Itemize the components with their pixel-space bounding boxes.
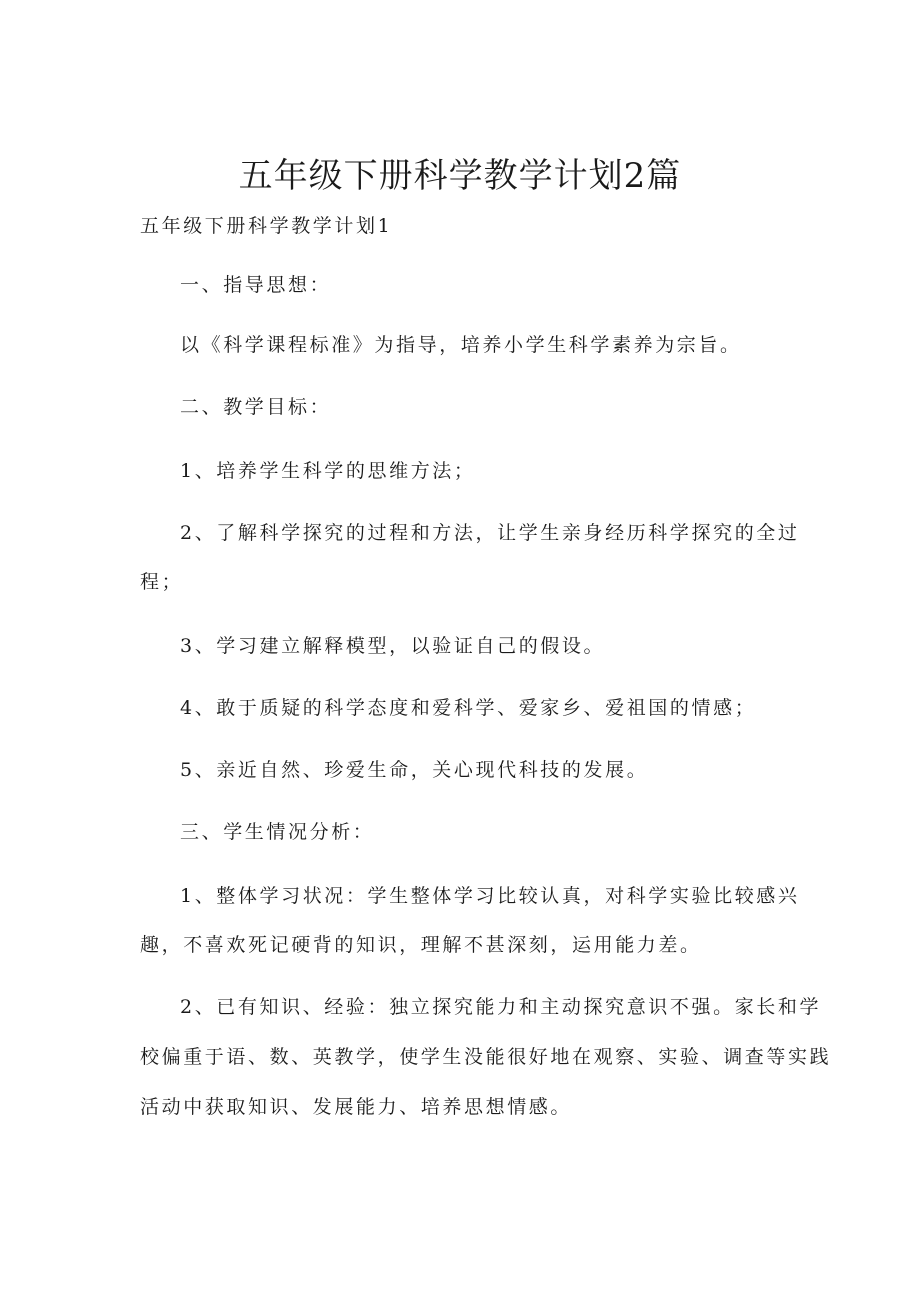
section-heading-student-analysis: 三、学生情况分析： — [180, 821, 375, 843]
goal-item-5: 5、亲近自然、珍爱生命，关心现代科技的发展。 — [180, 759, 649, 781]
analysis-item-2-continued-2: 活动中获取知识、发展能力、培养思想情感。 — [140, 1096, 573, 1118]
goal-item-2-continued: 程； — [140, 571, 184, 593]
document-subtitle: 五年级下册科学教学计划1 — [140, 215, 393, 237]
analysis-item-2-continued-1: 校偏重于语、数、英教学，使学生没能很好地在观察、实验、调查等实践 — [140, 1046, 832, 1068]
goal-item-2: 2、了解科学探究的过程和方法，让学生亲身经历科学探究的全过 — [180, 522, 800, 544]
analysis-item-2: 2、已有知识、经验：独立探究能力和主动探究意识不强。家长和学 — [180, 996, 822, 1018]
paragraph-guiding-ideology: 以《科学课程标准》为指导，培养小学生科学素养为宗旨。 — [180, 334, 742, 356]
section-heading-guiding-ideology: 一、指导思想： — [180, 274, 332, 296]
goal-item-4: 4、敢于质疑的科学态度和爱科学、爱家乡、爱祖国的情感； — [180, 697, 757, 719]
analysis-item-1-continued: 趣，不喜欢死记硬背的知识，理解不甚深刻，运用能力差。 — [140, 934, 702, 956]
goal-item-3: 3、学习建立解释模型，以验证自己的假设。 — [180, 635, 606, 657]
goal-item-1: 1、培养学生科学的思维方法； — [180, 460, 476, 482]
section-heading-teaching-goals: 二、教学目标： — [180, 396, 332, 418]
document-title: 五年级下册科学教学计划2篇 — [238, 156, 682, 196]
analysis-item-1: 1、整体学习状况：学生整体学习比较认真，对科学实验比较感兴 — [180, 885, 800, 907]
